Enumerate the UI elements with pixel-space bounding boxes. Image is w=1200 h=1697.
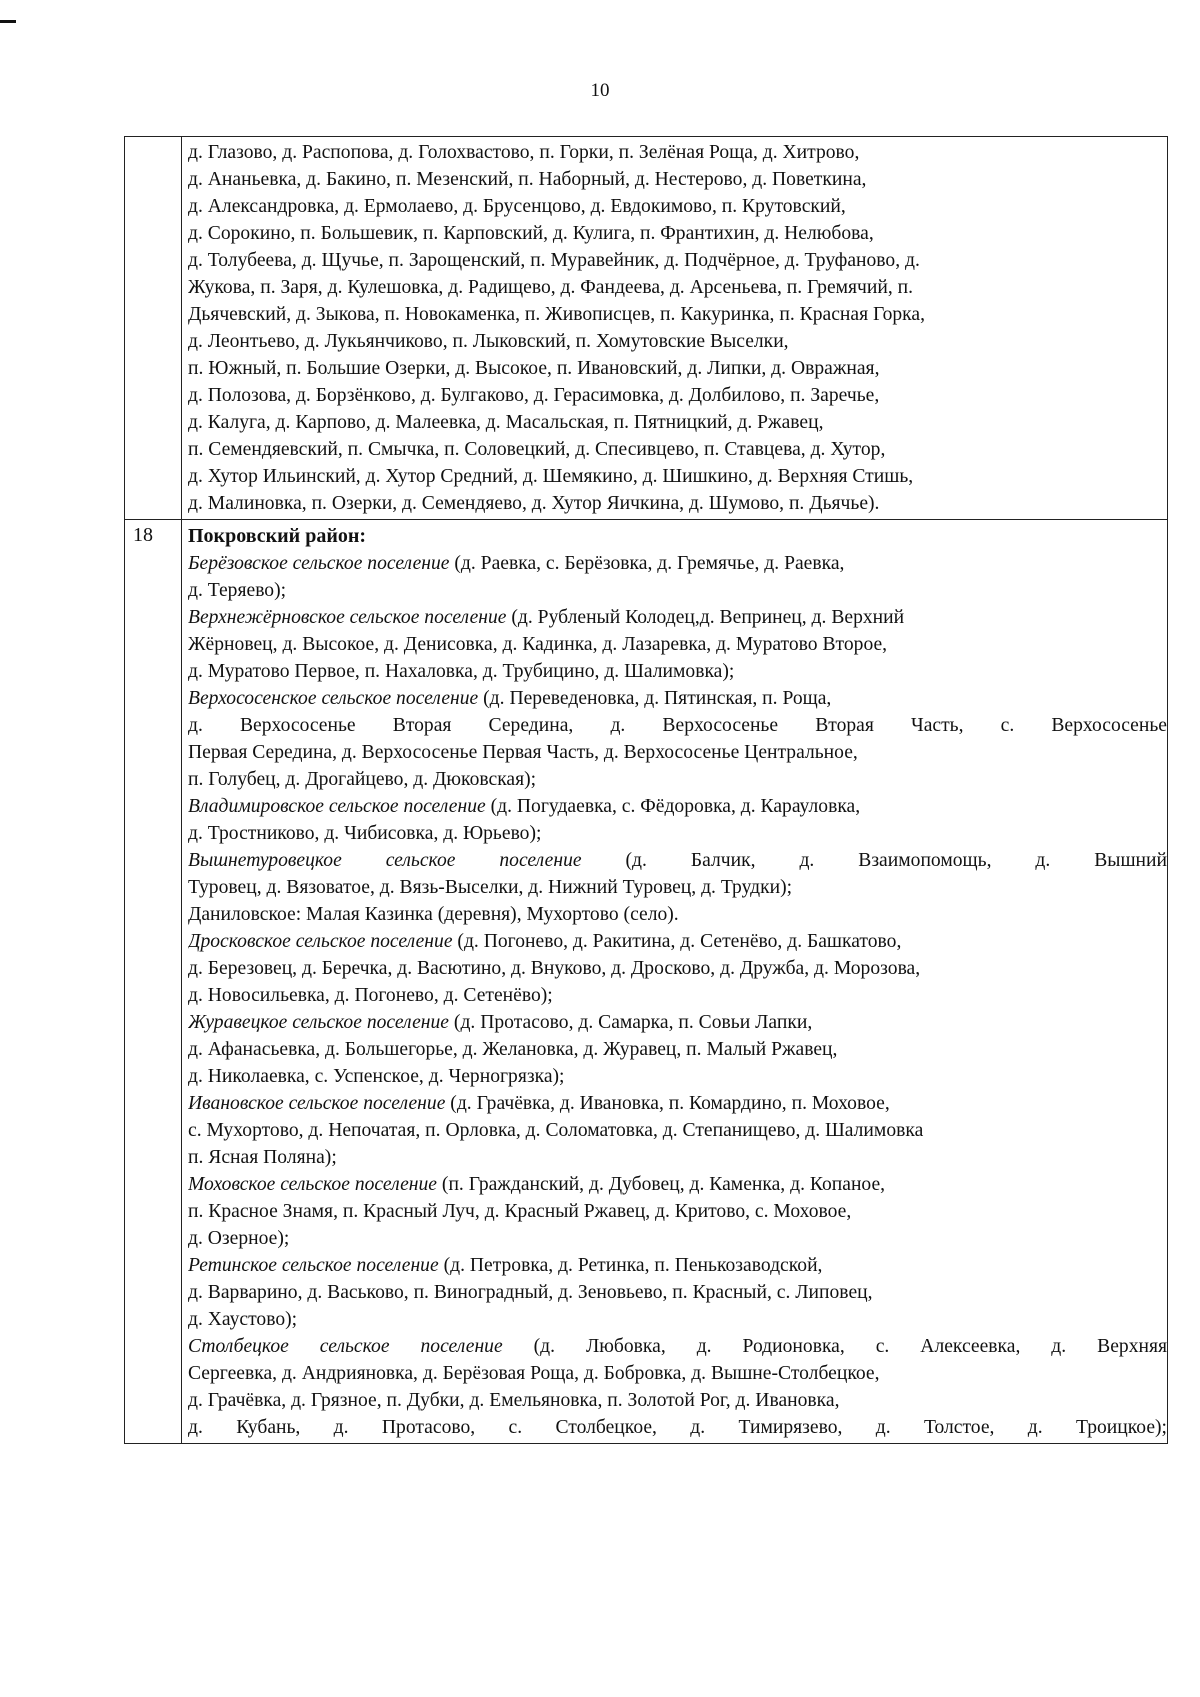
settlement-villages: д. Варварино, д. Васьково, п. Виноградный, д. Зеновьево, п. Красный, с. Липовец, [188,1282,873,1303]
settlement-villages: п. Красное Знамя, п. Красный Луч, д. Красный Ржавец, д. Критово, с. Моховое, [188,1201,852,1222]
settlement-villages: д. Хаустово); [188,1309,298,1330]
settlements-table [124,136,1168,1444]
settlement-line [188,1387,1167,1414]
settlement-line [188,874,1167,901]
settlement-villages: (д. Протасово, д. Самарка, п. Совьи Лапки, [449,1012,813,1033]
settlement-villages: (д. Грачёвка, д. Ивановка, п. Комардино, п. Моховое, [445,1093,890,1114]
settlement-villages: Даниловское: Малая Казинка (деревня), Мухортово (село). [188,904,679,925]
settlement-villages: д. Верхососенье Вторая Середина, д. Верхососенье Вторая Часть, с. Верхососенье [188,715,1167,736]
settlement-line [188,1144,1167,1171]
text-line: д. Толубеева, д. Щучье, п. Зарощенский, п. Муравейник, д. Подчёрное, д. Труфаново, д. [188,250,920,271]
text-line: д. Сорокино, п. Большевик, п. Карповский, д. Кулига, п. Франтихин, д. Нелюбова, [188,223,874,244]
row-number-cell [125,137,182,520]
settlement-villages: (п. Гражданский, д. Дубовец, д. Каменка, д. Копаное, [437,1174,886,1195]
settlement-line [188,982,1167,1009]
settlement-line [188,847,1167,874]
settlement-villages: д. Афанасьевка, д. Большегорье, д. Желановка, д. Журавец, п. Малый Ржавец, [188,1039,838,1060]
settlement-name: Дросковское сельское поселение [188,931,453,952]
settlement-villages: д. Грачёвка, д. Грязное, п. Дубки, д. Емельяновка, п. Золотой Рог, д. Ивановка, [188,1390,840,1411]
district-settlement-list [188,550,1167,1441]
settlement-villages: Жёрновец, д. Высокое, д. Денисовка, д. Кадинка, д. Лазаревка, д. Муратово Второе, [188,634,888,655]
settlement-villages: д. Березовец, д. Беречка, д. Васютино, д. Внуково, д. Дросково, д. Дружба, д. Морозова, [188,958,921,979]
settlement-villages: д. Муратово Первое, п. Нахаловка, д. Трубицино, д. Шалимовка); [188,661,735,682]
table-row-continuation [125,137,1168,520]
settlement-line [188,1063,1167,1090]
settlement-name: Журавецкое сельское поселение [188,1012,450,1033]
scan-corner-mark [0,20,16,23]
settlement-name: Вышнетуровецкое сельское поселение [188,850,582,871]
settlement-villages: д. Кубань, д. Протасово, с. Столбецкое, д. Тимирязево, д. Толстое, д. Троицкое); [188,1417,1167,1438]
text-line: д. Леонтьево, д. Лукьянчиково, п. Лыковский, п. Хомутовские Выселки, [188,331,789,352]
settlement-villages: д. Новосильевка, д. Погонево, д. Сетенёво); [188,985,553,1006]
row-number-cell: 18 [125,520,182,1444]
text-line: п. Южный, п. Большие Озерки, д. Высокое, п. Ивановский, д. Липки, д. Овражная, [188,358,880,379]
text-line: п. Семендяевский, п. Смычка, п. Соловецкий, д. Спесивцево, п. Ставцева, д. Хутор, [188,439,886,460]
settlement-line [188,1333,1167,1360]
settlement-villages: п. Ясная Поляна); [188,1147,337,1168]
settlement-name: Ивановское сельское поселение [188,1093,446,1114]
settlement-line [188,739,1167,766]
settlement-line [188,1198,1167,1225]
settlement-line [188,1009,1167,1036]
settlement-line [188,955,1167,982]
text-line: д. Калуга, д. Карпово, д. Малеевка, д. Масальская, п. Пятницкий, д. Ржавец, [188,412,824,433]
settlement-line [188,820,1167,847]
settlement-line [188,766,1167,793]
settlement-villages: (д. Раевка, с. Берёзовка, д. Гремячье, д. Раевка, [449,553,845,574]
settlement-villages: (д. Переведеновка, д. Пятинская, п. Роща, [478,688,832,709]
settlement-line [188,928,1167,955]
settlement-line [188,1360,1167,1387]
settlement-name: Верхнежёрновское сельское поселение [188,607,507,628]
settlement-line [188,577,1167,604]
settlement-villages: (д. Погудаевка, с. Фёдоровка, д. Карауловка, [485,796,861,817]
settlement-villages: д. Теряево); [188,580,287,601]
text-line: д. Хутор Ильинский, д. Хутор Средний, д. Шемякино, д. Шишкино, д. Верхняя Стишь, [188,466,914,487]
district-text-cell [182,520,1168,1444]
settlement-villages: с. Мухортово, д. Непочатая, п. Орловка, д. Соломатовка, д. Степанищево, д. Шалимовка [188,1120,924,1141]
settlement-line [188,550,1167,577]
settlement-villages: (д. Петровка, д. Ретинка, п. Пенькозаводской, [438,1255,823,1276]
text-line: Дьячевский, д. Зыкова, п. Новокаменка, п. Живописцев, п. Какуринка, п. Красная Горка, [188,304,926,325]
settlement-line [188,901,1167,928]
settlement-villages: Первая Середина, д. Верхососенье Первая Часть, д. Верхососенье Центральное, [188,742,858,763]
text-line: д. Глазово, д. Распопова, д. Голохвастово, п. Горки, п. Зелёная Роща, д. Хитрово, [188,142,860,163]
settlement-line [188,1225,1167,1252]
settlement-line [188,604,1167,631]
settlement-line [188,1279,1167,1306]
settlement-villages: (д. Рубленый Колодец,д. Вепринец, д. Верхний [506,607,905,628]
settlement-villages: д. Николаевка, с. Успенское, д. Черногрязка); [188,1066,565,1087]
settlement-line [188,1117,1167,1144]
settlement-villages: п. Голубец, д. Дрогайцево, д. Дюковская); [188,769,537,790]
settlement-line [188,1036,1167,1063]
settlement-line [188,1306,1167,1333]
settlement-line [188,658,1167,685]
continuation-text-cell [182,137,1168,520]
settlement-villages: Туровец, д. Вязоватое, д. Вязь-Выселки, д. Нижний Туровец, д. Трудки); [188,877,793,898]
district-heading: Покровский район: [188,525,367,547]
settlement-name: Верхососенское сельское поселение [188,688,479,709]
text-line: Жукова, п. Заря, д. Кулешовка, д. Радищево, д. Фандеева, д. Арсеньева, п. Гремячий, п. [188,277,914,298]
text-line: д. Ананьевка, д. Бакино, п. Мезенский, п. Наборный, д. Нестерово, д. Поветкина, [188,169,867,190]
settlement-line [188,1252,1167,1279]
settlement-villages: (д. Любовка, д. Родионовка, с. Алексеевка, д. Верхняя [502,1336,1167,1357]
settlement-line [188,1414,1167,1441]
text-line: д. Полозова, д. Борзёнково, д. Булгаково, д. Герасимовка, д. Долбилово, п. Заречье, [188,385,880,406]
settlement-villages: (д. Балчик, д. Взаимопомощь, д. Вышний [581,850,1167,871]
settlement-name: Столбецкое сельское поселение [188,1336,503,1357]
settlement-villages: (д. Погонево, д. Ракитина, д. Сетенёво, д. Башкатово, [452,931,902,952]
settlement-line [188,1090,1167,1117]
page-number: 10 [590,80,610,101]
table-row-pokrovsky [125,520,1168,1444]
settlement-name: Моховское сельское поселение [188,1174,438,1195]
settlement-name: Берёзовское сельское поселение [188,553,450,574]
settlement-name: Владимировское сельское поселение [188,796,486,817]
text-line: д. Александровка, д. Ермолаево, д. Брусенцово, д. Евдокимово, п. Крутовский, [188,196,846,217]
settlement-line [188,1171,1167,1198]
settlement-line [188,712,1167,739]
settlement-villages: Сергеевка, д. Андрияновка, д. Берёзовая Роща, д. Бобровка, д. Вышне-Столбецкое, [188,1363,880,1384]
settlement-villages: д. Озерное); [188,1228,290,1249]
settlement-line [188,631,1167,658]
settlement-villages: д. Тростниково, д. Чибисовка, д. Юрьево); [188,823,542,844]
text-line: д. Малиновка, п. Озерки, д. Семендяево, д. Хутор Яичкина, д. Шумово, п. Дьячье). [188,493,880,514]
settlement-line [188,685,1167,712]
settlement-name: Ретинское сельское поселение [188,1255,439,1276]
settlement-line [188,793,1167,820]
